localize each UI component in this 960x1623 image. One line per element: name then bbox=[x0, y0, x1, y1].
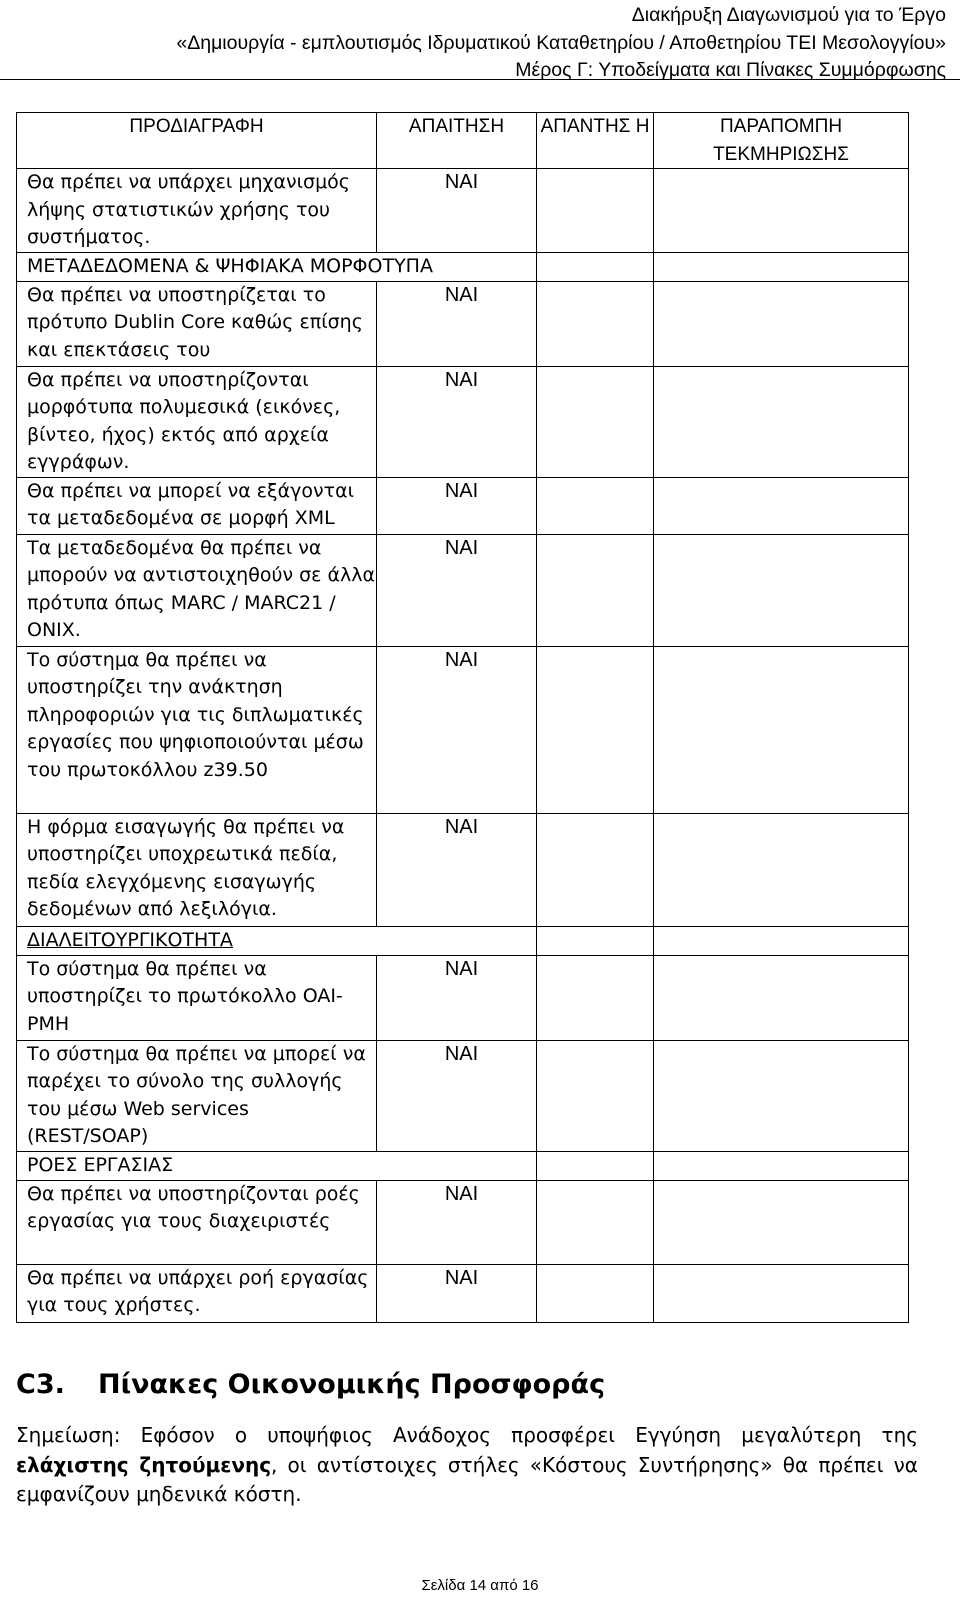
requirement-cell: ΝΑΙ bbox=[377, 366, 537, 477]
col-header-spec: ΠΡΟΔΙΑΓΡΑΦΗ bbox=[17, 113, 377, 169]
section-row bbox=[17, 252, 909, 281]
col-header-answer: ΑΠΑΝΤΗΣ Η bbox=[537, 113, 654, 169]
table-row bbox=[17, 1180, 909, 1264]
answer-cell[interactable] bbox=[537, 1151, 654, 1180]
table-row bbox=[17, 1264, 909, 1322]
section-heading-interoperability: ΔΙΑΛΕΙΤΟΥΡΓΙΚΟΤΗΤΑ bbox=[17, 926, 537, 955]
header-line-2: «Δημιουργία - εμπλουτισμός Ιδρυματικού Καταθετηρίου / Αποθετηρίου ΤΕΙ Μεσολογγίου» bbox=[176, 31, 946, 54]
note-text-bold: ελάχιστης ζητούμενης bbox=[16, 1452, 272, 1477]
reference-cell[interactable] bbox=[654, 252, 909, 281]
answer-cell[interactable] bbox=[537, 955, 654, 1040]
answer-cell[interactable] bbox=[537, 813, 654, 926]
header-line-1: Διακήρυξη Διαγωνισμού για το Έργο bbox=[631, 4, 946, 26]
spec-cell: Τα μεταδεδομένα θα πρέπει να μπορούν να αντιστοιχηθούν σε άλλα πρότυπα όπως MARC / MARC21 / ONIX. bbox=[17, 534, 377, 646]
section-row bbox=[17, 1151, 909, 1180]
table-row bbox=[17, 281, 909, 366]
requirement-cell: ΝΑΙ bbox=[377, 955, 537, 1040]
col-header-reference: ΠΑΡΑΠΟΜΠΗ ΤΕΚΜΗΡΙΩΣΗΣ bbox=[654, 113, 909, 169]
requirement-cell: ΝΑΙ bbox=[377, 1040, 537, 1151]
answer-cell[interactable] bbox=[537, 534, 654, 646]
requirement-cell: ΝΑΙ bbox=[377, 281, 537, 366]
reference-cell[interactable] bbox=[654, 1264, 909, 1322]
table-row bbox=[17, 534, 909, 646]
section-row bbox=[17, 926, 909, 955]
answer-cell[interactable] bbox=[537, 281, 654, 366]
section-c3-heading bbox=[16, 1367, 605, 1403]
answer-cell[interactable] bbox=[537, 477, 654, 534]
table-row bbox=[17, 646, 909, 813]
answer-cell[interactable] bbox=[537, 926, 654, 955]
spec-cell: Το σύστημα θα πρέπει να υποστηρίζει την ανάκτηση πληροφοριών για τις διπλωματικές εργασίες που ψηφιοποιούνται μέσω του πρωτοκόλλου z39.50 bbox=[17, 646, 377, 813]
table-row bbox=[17, 955, 909, 1040]
section-c3-number: C3. bbox=[16, 1369, 65, 1400]
spec-cell: Θα πρέπει να υπάρχει μηχανισμός λήψης στατιστικών χρήσης του συστήματος. bbox=[17, 169, 377, 253]
answer-cell[interactable] bbox=[537, 1040, 654, 1151]
note-text-end: , οι αντίστοιχες στήλες «Κόστους Συντήρησης» θα πρέπει να εμφανίζουν μηδενικά κόστη. bbox=[16, 1452, 918, 1506]
spec-cell: Θα πρέπει να υποστηρίζονται ροές εργασίας για τους διαχειριστές bbox=[17, 1180, 377, 1264]
reference-cell[interactable] bbox=[654, 1040, 909, 1151]
col-header-requirement: ΑΠΑΙΤΗΣΗ bbox=[377, 113, 537, 169]
requirement-cell: ΝΑΙ bbox=[377, 1264, 537, 1322]
spec-cell: Το σύστημα θα πρέπει να υποστηρίζει το πρωτόκολλο OAI-PMH bbox=[17, 955, 377, 1040]
spec-cell: Θα πρέπει να υπάρχει ροή εργασίας για τους χρήστες. bbox=[17, 1264, 377, 1322]
table-row bbox=[17, 366, 909, 477]
answer-cell[interactable] bbox=[537, 1264, 654, 1322]
answer-cell[interactable] bbox=[537, 1180, 654, 1264]
reference-cell[interactable] bbox=[654, 281, 909, 366]
reference-cell[interactable] bbox=[654, 646, 909, 813]
spec-cell: Θα πρέπει να μπορεί να εξάγονται τα μεταδεδομένα σε μορφή XML bbox=[17, 477, 377, 534]
spec-cell: Το σύστημα θα πρέπει να μπορεί να παρέχει το σύνολο της συλλογής του μέσω Web services (REST/SOAP) bbox=[17, 1040, 377, 1151]
section-heading-workflows: ΡΟΕΣ ΕΡΓΑΣΙΑΣ bbox=[17, 1151, 537, 1180]
page-number: Σελίδα 14 από 16 bbox=[421, 1577, 539, 1594]
reference-cell[interactable] bbox=[654, 477, 909, 534]
spec-cell: Η φόρμα εισαγωγής θα πρέπει να υποστηρίζει υποχρεωτικά πεδία, πεδία ελεγχόμενης εισαγωγής δεδομένων από λεξιλόγια. bbox=[17, 813, 377, 926]
reference-cell[interactable] bbox=[654, 366, 909, 477]
table-header-row bbox=[17, 113, 909, 169]
note-paragraph bbox=[16, 1421, 918, 1510]
reference-cell[interactable] bbox=[654, 1151, 909, 1180]
answer-cell[interactable] bbox=[537, 646, 654, 813]
answer-cell[interactable] bbox=[537, 169, 654, 253]
reference-cell[interactable] bbox=[654, 1180, 909, 1264]
table-row bbox=[17, 813, 909, 926]
reference-cell[interactable] bbox=[654, 534, 909, 646]
compliance-table bbox=[16, 112, 909, 1323]
table-row bbox=[17, 169, 909, 253]
requirement-cell: ΝΑΙ bbox=[377, 813, 537, 926]
spec-cell: Θα πρέπει να υποστηρίζεται το πρότυπο Dublin Core καθώς επίσης και επεκτάσεις του bbox=[17, 281, 377, 366]
header-rule bbox=[0, 79, 960, 80]
section-heading-metadata: ΜΕΤΑΔΕΔΟΜΕΝΑ & ΨΗΦΙΑΚΑ ΜΟΡΦΟΤΥΠΑ bbox=[17, 252, 537, 281]
spec-cell: Θα πρέπει να υποστηρίζονται μορφότυπα πολυμεσικά (εικόνες, βίντεο, ήχος) εκτός από αρχεία εγγράφων. bbox=[17, 366, 377, 477]
header-line-3: Μέρος Γ: Υποδείγματα και Πίνακες Συμμόρφωσης bbox=[515, 59, 946, 81]
reference-cell[interactable] bbox=[654, 813, 909, 926]
reference-cell[interactable] bbox=[654, 169, 909, 253]
answer-cell[interactable] bbox=[537, 252, 654, 281]
requirement-cell: ΝΑΙ bbox=[377, 534, 537, 646]
table-row bbox=[17, 1040, 909, 1151]
reference-cell[interactable] bbox=[654, 955, 909, 1040]
section-c3-title: Πίνακες Οικονομικής Προσφοράς bbox=[98, 1369, 606, 1400]
reference-cell[interactable] bbox=[654, 926, 909, 955]
note-text-start: Σημείωση: Εφόσον ο υποψήφιος Ανάδοχος προσφέρει Εγγύηση μεγαλύτερη της bbox=[16, 1423, 918, 1447]
requirement-cell: ΝΑΙ bbox=[377, 646, 537, 813]
answer-cell[interactable] bbox=[537, 366, 654, 477]
requirement-cell: ΝΑΙ bbox=[377, 169, 537, 253]
requirement-cell: ΝΑΙ bbox=[377, 477, 537, 534]
requirement-cell: ΝΑΙ bbox=[377, 1180, 537, 1264]
page-header bbox=[26, 2, 946, 85]
table-row bbox=[17, 477, 909, 534]
